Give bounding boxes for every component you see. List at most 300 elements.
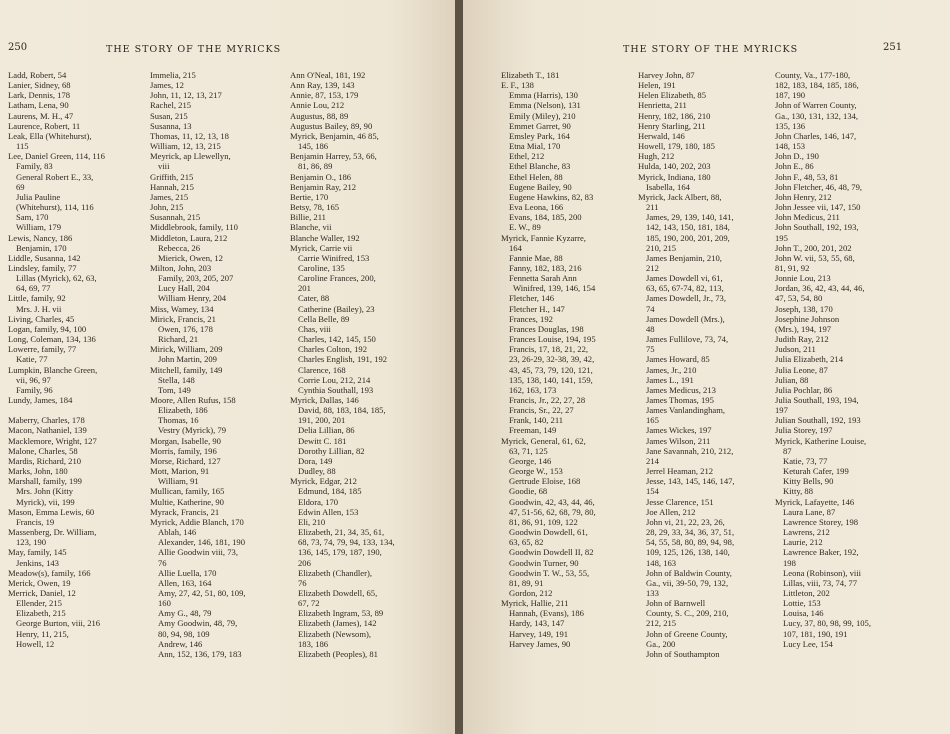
index-entry: Lucy Hall, 204 [158,283,210,294]
index-entry: Lawrence Storey, 198 [783,516,859,527]
index-entry: Griffith, 215 [150,171,194,182]
index-entry: Allen, 163, 164 [158,577,212,588]
index-entry: Mason, Emma Lewis, 60 [8,506,95,517]
index-entry: 135, 136 [775,120,806,131]
index-entry: Jesse, 143, 145, 146, 147, [646,476,735,487]
index-entry: Freeman, 149 [509,425,557,436]
index-entry: Hannah, 215 [150,181,194,192]
index-entry: Bertie, 170 [290,191,329,202]
index-entry: Henry, 182, 186, 210 [638,110,711,121]
index-entry: John Southall, 192, 193, [775,222,859,233]
index-entry: Emma (Nelson), 131 [509,100,581,111]
index-entry: George, 146 [509,455,552,466]
index-entry: Francis, 19 [16,516,55,527]
index-entry: Hardy, 143, 147 [509,618,565,629]
index-entry: Annie, 87, 153, 179 [290,90,359,101]
index-entry: Lottie, 153 [783,598,821,609]
index-entry: Immelia, 215 [150,70,196,80]
index-entry: 195 [775,232,788,243]
index-entry: John Jessee vii, 147, 150 [775,202,861,213]
index-entry: Fennetta Sarah Ann [509,273,577,284]
index-entry: Lumpkin, Blanche Green, [8,364,98,375]
index-entry: 160 [158,598,171,609]
index-entry: Elizabeth (Chandler), [298,567,372,578]
left-page-number: 250 [8,42,28,53]
index-entry: 136, 145, 179, 187, 190, [298,547,382,558]
index-entry: viii [158,161,170,172]
index-entry: 142, 143, 150, 181, 184, [646,222,730,233]
index-entry: Jerrel Heaman, 212 [646,466,714,477]
index-entry: Harvey, 149, 191 [509,628,569,639]
index-entry: Elizabeth (James), 142 [298,618,377,629]
left-index-column-2 [150,70,288,659]
index-entry: Allie Goodwin viii, 73, [158,547,238,558]
index-entry: Owen, 176, 178 [158,323,213,334]
index-entry: Tom, 149 [158,384,191,395]
index-entry: James, 215 [150,191,189,202]
index-entry: Myrick), vii, 199 [16,496,75,507]
index-entry: Charles, 142, 145, 150 [298,334,376,345]
index-entry: Elizabeth, 215 [16,608,66,619]
index-entry: May, family, 145 [8,547,67,558]
index-entry: 154 [646,486,659,497]
index-entry: Evans, 184, 185, 200 [509,212,582,223]
index-entry: John vi, 21, 22, 23, 26, [646,516,725,527]
index-entry: Elizabeth T., 181 [501,70,560,80]
index-entry: E. F., 138 [501,80,534,91]
index-entry: Goodwin, 42, 43, 44, 46, [509,496,595,507]
index-entry: 63, 65, 82 [509,537,544,548]
index-entry: James Howard, 85 [646,354,710,365]
index-entry: 63, 65, 67-74, 82, 113, [646,283,724,294]
index-entry: Lucy, 37, 80, 98, 99, 105, [783,618,871,629]
index-entry: Julia Pauline [16,191,61,202]
index-entry: John T., 200, 201, 202 [775,242,852,253]
index-entry: Josephine Johnson [775,313,840,324]
index-entry: Julia Pochlar, 86 [775,384,833,395]
index-entry: James Dowdell (Mrs.), [646,313,725,324]
index-entry: Meyrick, ap Llewellyn, [150,151,231,162]
index-entry: Henry Starling, 211 [638,120,706,131]
index-entry: Benjamin Harrey, 53, 66, [290,151,377,162]
index-entry: Lawrens, 212 [783,527,830,538]
index-entry: 80, 94, 98, 109 [158,628,210,639]
index-entry: 187, 190 [775,90,806,101]
index-entry: Ga., vii, 39-50, 79, 132, [646,577,729,588]
index-entry: Charles Colton, 192 [298,344,367,355]
index-entry: Fletcher, 146 [509,293,554,304]
index-entry: Corrie Lou, 212, 214 [298,374,371,385]
index-entry: Julian Southall, 192, 193 [775,415,861,426]
index-entry: Blanche, vii [290,222,332,233]
index-entry: Miss, Wamey, 134 [150,303,214,314]
right-index-column-3 [775,70,925,649]
index-entry: 148, 153 [775,141,806,152]
index-entry: 81, 91, 92 [775,262,810,273]
index-entry: Charles English, 191, 192 [298,354,388,365]
index-entry: James Thomas, 195 [646,395,714,405]
index-entry: John D., 190 [775,151,819,162]
index-entry: Rachel, 215 [150,100,192,111]
index-entry: Andrew, 146 [158,638,203,649]
index-entry: Elizabeth, 186 [158,405,208,416]
index-entry: Susannah, 215 [150,212,201,223]
index-entry: Kitty, 88 [783,486,813,497]
index-entry: Mrs. J. H. vii [16,303,62,314]
index-entry: Myrick, Indiana, 180 [638,171,711,182]
index-entry: Little, family, 92 [8,293,66,304]
index-entry: James Wilson, 211 [646,435,711,446]
index-entry: 67, 72 [298,598,320,609]
index-entry: Long, Coleman, 134, 136 [8,334,96,345]
index-entry: Middlebrook, family, 110 [150,222,238,233]
index-entry: County, Va., 177-180, [775,70,851,80]
index-entry: 64, 69, 77 [16,283,51,294]
index-entry: 47, 51-56, 62, 68, 79, 80, [509,506,596,517]
index-entry: Clarence, 168 [298,364,346,375]
index-entry: 123, 190 [16,537,47,548]
index-entry: Howell, 179, 180, 185 [638,141,715,152]
index-entry: John of Southampton [646,648,720,659]
index-entry: Myrick, Jack Albert, 88, [638,191,722,202]
index-entry: Lee, Daniel Green, 114, 116 [8,151,105,162]
index-entry: Mardis, Richard, 210 [8,455,82,466]
index-entry: Ablah, 146 [158,527,197,538]
left-index-column-3 [290,70,440,659]
index-entry: Sam, 170 [16,212,49,223]
index-entry: Betsy, 78, 165 [290,202,340,213]
index-entry: Henry, 11, 215, [16,628,69,639]
index-entry: Julia Southall, 193, 194, [775,395,859,405]
index-entry: Morgan, Isabelle, 90 [150,435,221,446]
index-entry: 198 [783,557,796,568]
index-entry: (Whitehurst), 114, 116 [16,202,94,213]
index-entry: Malone, Charles, 58 [8,445,78,456]
index-entry: 54, 55, 58, 80, 89, 94, 98, [646,537,735,548]
index-entry: Rebecca, 26 [158,242,200,253]
index-entry: John, 215 [150,202,184,213]
index-entry: Logan, family, 94, 100 [8,323,87,334]
index-entry: Laura Lane, 87 [783,506,836,517]
index-entry: Fanny, 182, 183, 216 [509,262,582,273]
index-entry: Jane Savannah, 210, 212, [646,445,734,456]
index-entry: Ellender, 215 [16,598,62,609]
index-entry: Hugh, 212 [638,151,675,162]
index-entry: Hannah, (Evans), 186 [509,608,584,619]
index-entry: John F., 48, 53, 81 [775,171,839,182]
index-entry: David, 88, 183, 184, 185, [298,405,386,416]
index-entry: 148, 163 [646,557,677,568]
index-entry: 81, 89, 91 [509,577,544,588]
left-page [0,0,455,734]
index-entry: Keturah Cafer, 199 [783,466,849,477]
index-entry: Julia Storey, 197 [775,425,833,436]
index-entry: Amy G., 48, 79 [158,608,212,619]
index-entry: John Charles, 146, 147, [775,130,857,141]
index-entry: Marshall, family, 199 [8,476,82,487]
index-entry: Caroline Frances, 200, [298,273,376,284]
index-entry: Judson, 211 [775,344,816,355]
index-entry: James Medicus, 213 [646,384,716,395]
index-entry: 165 [646,415,659,426]
index-entry: 28, 29, 33, 34, 36, 37, 51, [646,527,735,538]
index-entry: Myrack, Francis, 21 [150,506,220,517]
index-entry: 197 [775,405,788,416]
index-entry: County, S. C., 209, 210, [646,608,729,619]
index-entry: John of Barnwell [646,598,706,609]
index-entry: Susan, 215 [150,110,188,121]
index-entry: Goodwin Dowdell II, 82 [509,547,594,558]
index-entry: 107, 181, 190, 191 [783,628,848,639]
index-entry: Amy Goodwin, 48, 79, [158,618,238,629]
index-entry: Emmet Garret, 90 [509,120,571,131]
index-entry: James Fullilove, 73, 74, [646,334,729,345]
index-entry: Middleton, Laura, 212 [150,232,228,243]
index-entry: Lewis, Nancy, 186 [8,232,73,243]
index-entry: Alexander, 146, 181, 190 [158,537,246,548]
index-entry: Macon, Nathaniel, 139 [8,425,87,436]
index-entry: Cella Belle, 89 [298,313,350,324]
index-entry: Ethel Helen, 88 [509,171,563,182]
index-entry: William, 91 [158,476,199,487]
index-entry: Living, Charles, 45 [8,313,75,324]
index-entry: Howell, 12 [16,638,55,649]
index-entry: Eva Leona, 166 [509,202,564,213]
index-entry: Ethel Blanche, 83 [509,161,571,172]
right-running-head: THE STORY OF THE MYRICKS [623,44,799,55]
index-entry: Mrs. John (Kitty [16,486,74,497]
index-entry: William, 12, 13, 215 [150,141,221,152]
index-entry: Emily (Miley), 210 [509,110,576,121]
index-entry: William Henry, 204 [158,293,227,304]
index-entry: Delia Lillian, 86 [298,425,355,436]
index-entry: Joe Allen, 212 [646,506,696,517]
index-entry: Winifred, 139, 146, 154 [513,283,596,294]
index-entry: John of Greene County, [646,628,728,639]
index-entry: 133 [646,587,659,598]
index-entry: 182, 183, 184, 185, 186, [775,80,859,91]
index-entry: 81, 86, 91, 109, 122 [509,516,578,527]
index-entry: Goodwin Turner, 90 [509,557,579,568]
index-entry: Frances, 192 [509,313,553,324]
index-entry: John Fletcher, 46, 48, 79, [775,181,863,192]
left-index-column-1 [8,70,148,649]
index-entry: 43, 45, 73, 79, 120, 121, [509,364,593,375]
index-entry: Ethel, 212 [509,151,545,162]
index-entry: Vestry (Myrick), 79 [158,425,227,436]
index-entry: Caroline, 135 [298,262,345,273]
index-entry: Herwald, 146 [638,130,685,141]
index-entry: Lillas, viii, 73, 74, 77 [783,577,857,588]
index-entry: Myrick, Addie Blanch, 170 [150,516,244,527]
index-entry: Leona (Robinson), viii [783,567,862,578]
index-entry: 76 [298,577,307,588]
index-entry: John, 11, 12, 13, 217 [150,90,222,101]
index-entry: Ann O'Neal, 181, 192 [290,70,366,80]
index-entry: Benjamin, 170 [16,242,67,253]
left-running-head: THE STORY OF THE MYRICKS [106,44,282,55]
index-entry: Meadow(s), family, 166 [8,567,91,578]
index-entry: Chas, viii [298,323,331,334]
index-entry: E. W., 89 [509,222,541,233]
index-entry: Mirick, William, 209 [150,344,223,355]
index-entry: Latham, Lena, 90 [8,100,69,111]
index-entry: 74 [646,303,655,314]
index-entry: Blanche Waller, 192 [290,232,360,243]
index-entry: 145, 186 [298,141,329,152]
index-entry: Leak, Ella (Whitehurst), [8,130,92,141]
index-entry: John of Warren County, [775,100,857,111]
index-entry: Lucy Lee, 154 [783,638,833,649]
index-entry: Liddle, Susanna, 142 [8,252,81,263]
index-entry: Richard, 21 [158,334,199,345]
right-page-number: 251 [883,42,903,53]
index-entry: 81, 86, 89 [298,161,333,172]
index-entry: 183, 186 [298,638,329,649]
index-entry: Lundy, James, 184 [8,395,73,405]
index-entry: 68, 73, 74, 79, 94, 133, 134, [298,537,395,548]
index-entry: Myrick, Hallie, 211 [501,598,569,609]
index-entry: Laurence, Robert, 11 [8,120,81,131]
index-entry: 210, 215 [646,242,677,253]
index-entry: John E., 86 [775,161,814,172]
index-entry: Macklemore, Wright, 127 [8,435,97,446]
index-entry: Frances Douglas, 198 [509,323,584,334]
index-entry: Harvey John, 87 [638,70,695,80]
index-entry: Family, 83 [16,161,53,172]
index-entry: Myrick, Carrie vii [290,242,353,253]
index-entry: Mott, Marion, 91 [150,466,210,477]
index-entry: Morse, Richard, 127 [150,455,221,466]
index-entry: John Henry, 212 [775,191,832,202]
index-entry: 212 [646,262,659,273]
index-entry: Augustus Bailey, 89, 90 [290,120,373,131]
index-entry: 206 [298,557,311,568]
index-entry: Goodie, 68 [509,486,548,497]
index-entry: Fannie Mae, 88 [509,252,563,263]
index-entry: Katie, 73, 77 [783,455,828,466]
index-entry: Merick, Owen, 19 [8,577,71,588]
index-entry: Dora, 149 [298,455,333,466]
index-entry: Jenkins, 143 [16,557,59,568]
index-entry: Ann Ray, 139, 143 [290,80,355,91]
index-entry: General Robert E., 33, [16,171,94,182]
index-entry: Gertrude Eloise, 168 [509,476,581,487]
index-entry: Ga., 200 [646,638,676,649]
index-entry: Myrick, Fannie Kyzarre, [501,232,586,243]
index-entry: 201 [298,283,311,294]
index-entry: 164 [509,242,522,253]
index-entry: Julian, 88 [775,374,809,385]
index-entry: Eldora, 170 [298,496,339,507]
index-entry: Helen, 191 [638,80,676,91]
index-entry: Goodwin Dowdell, 61, [509,527,588,538]
index-entry: Carrie Winifred, 153 [298,252,370,263]
index-entry: Thomas, 16 [158,415,199,426]
index-entry: Kitty Bells, 90 [783,476,834,487]
index-entry: Edwin Allen, 153 [298,506,359,517]
index-entry: Cater, 88 [298,293,330,304]
index-entry: John Martin, 209 [158,354,217,365]
index-entry: Emsley Park, 164 [509,130,570,141]
index-entry: Myrick, Katherine Louise, [775,435,867,446]
index-entry: 191, 200, 201 [298,415,346,426]
index-entry: Susanna, 13 [150,120,192,131]
index-entry: Ga., 130, 131, 132, 134, [775,110,859,121]
index-entry: Benjamin O., 186 [290,171,352,182]
index-entry: Julia Elizabeth, 214 [775,354,844,365]
index-entry: James, 29, 139, 140, 141, [646,212,734,223]
right-index-column-1 [501,70,643,649]
index-entry: Julia Leone, 87 [775,364,828,375]
index-entry: Helen Elizabeth, 85 [638,90,707,101]
index-entry: Myrick, Dallas, 146 [290,395,359,405]
index-entry: George Burton, viii, 216 [16,618,101,629]
index-entry: Multie, Katherine, 90 [150,496,224,507]
book-gutter [455,0,463,734]
index-entry: Merrick, Daniel, 12 [8,587,76,598]
index-entry: (Mrs.), 194, 197 [775,323,832,334]
index-entry: Eugene Hawkins, 82, 83 [509,191,594,202]
index-entry: 211 [646,202,659,213]
index-entry: Ladd, Robert, 54 [8,70,67,80]
index-entry: Gordon, 212 [509,587,553,598]
index-entry: Ann, 152, 136, 179, 183 [158,648,242,659]
index-entry: James Benjamin, 210, [646,252,722,263]
index-entry: Annie Lou, 212 [290,100,345,111]
index-entry: Francis, 17, 18, 21, 22, [509,344,589,355]
index-entry: Henrietta, 211 [638,100,687,111]
index-entry: Mitchell, family, 149 [150,364,223,375]
index-entry: Elizabeth Dowdell, 65, [298,587,378,598]
index-entry: Family, 203, 205, 207 [158,273,234,284]
index-entry: Dorothy Lillian, 82 [298,445,365,456]
index-entry: Jonnie Lou, 213 [775,273,831,284]
index-entry: James, Jr., 210 [646,364,697,375]
index-entry: Augustus, 88, 89 [290,110,349,121]
index-entry: Moore, Allen Rufus, 158 [150,395,236,405]
index-entry: Lark, Dennis, 178 [8,90,71,101]
index-entry: Thomas, 11, 12, 13, 18 [150,130,229,141]
index-entry: vii, 96, 97 [16,374,51,385]
index-entry: Jesse Clarence, 151 [646,496,714,507]
index-entry: John Medicus, 211 [775,212,840,223]
index-entry: Eugene Bailey, 90 [509,181,572,192]
index-entry: 63, 71, 125 [509,445,548,456]
right-page [463,0,950,734]
index-entry: 23, 26-29, 32-38, 39, 42, [509,354,595,365]
index-entry: Morris, family, 196 [150,445,217,456]
index-entry: Lawrence Baker, 192, [783,547,859,558]
index-entry: Isabella, 164 [646,181,690,192]
index-entry: 87 [783,445,792,456]
index-entry: Maberry, Charles, 178 [8,415,85,426]
index-entry [8,405,148,415]
index-entry: Allie Luella, 170 [158,567,217,578]
index-entry: Frances Louise, 194, 195 [509,334,596,345]
index-entry: Benjamin Ray, 212 [290,181,357,192]
index-entry: Family, 96 [16,384,53,395]
right-index-column-2 [638,70,778,659]
index-entry: Cynthia Southall, 193 [298,384,374,395]
index-entry: Mirick, Francis, 21 [150,313,216,324]
index-entry: 76 [158,557,167,568]
index-entry: Littleton, 202 [783,587,830,598]
index-entry: 48 [646,323,655,334]
index-entry: Marks, John, 180 [8,466,68,477]
index-entry: James Dowdell vi, 61, [646,273,723,284]
index-entry: 214 [646,455,659,466]
